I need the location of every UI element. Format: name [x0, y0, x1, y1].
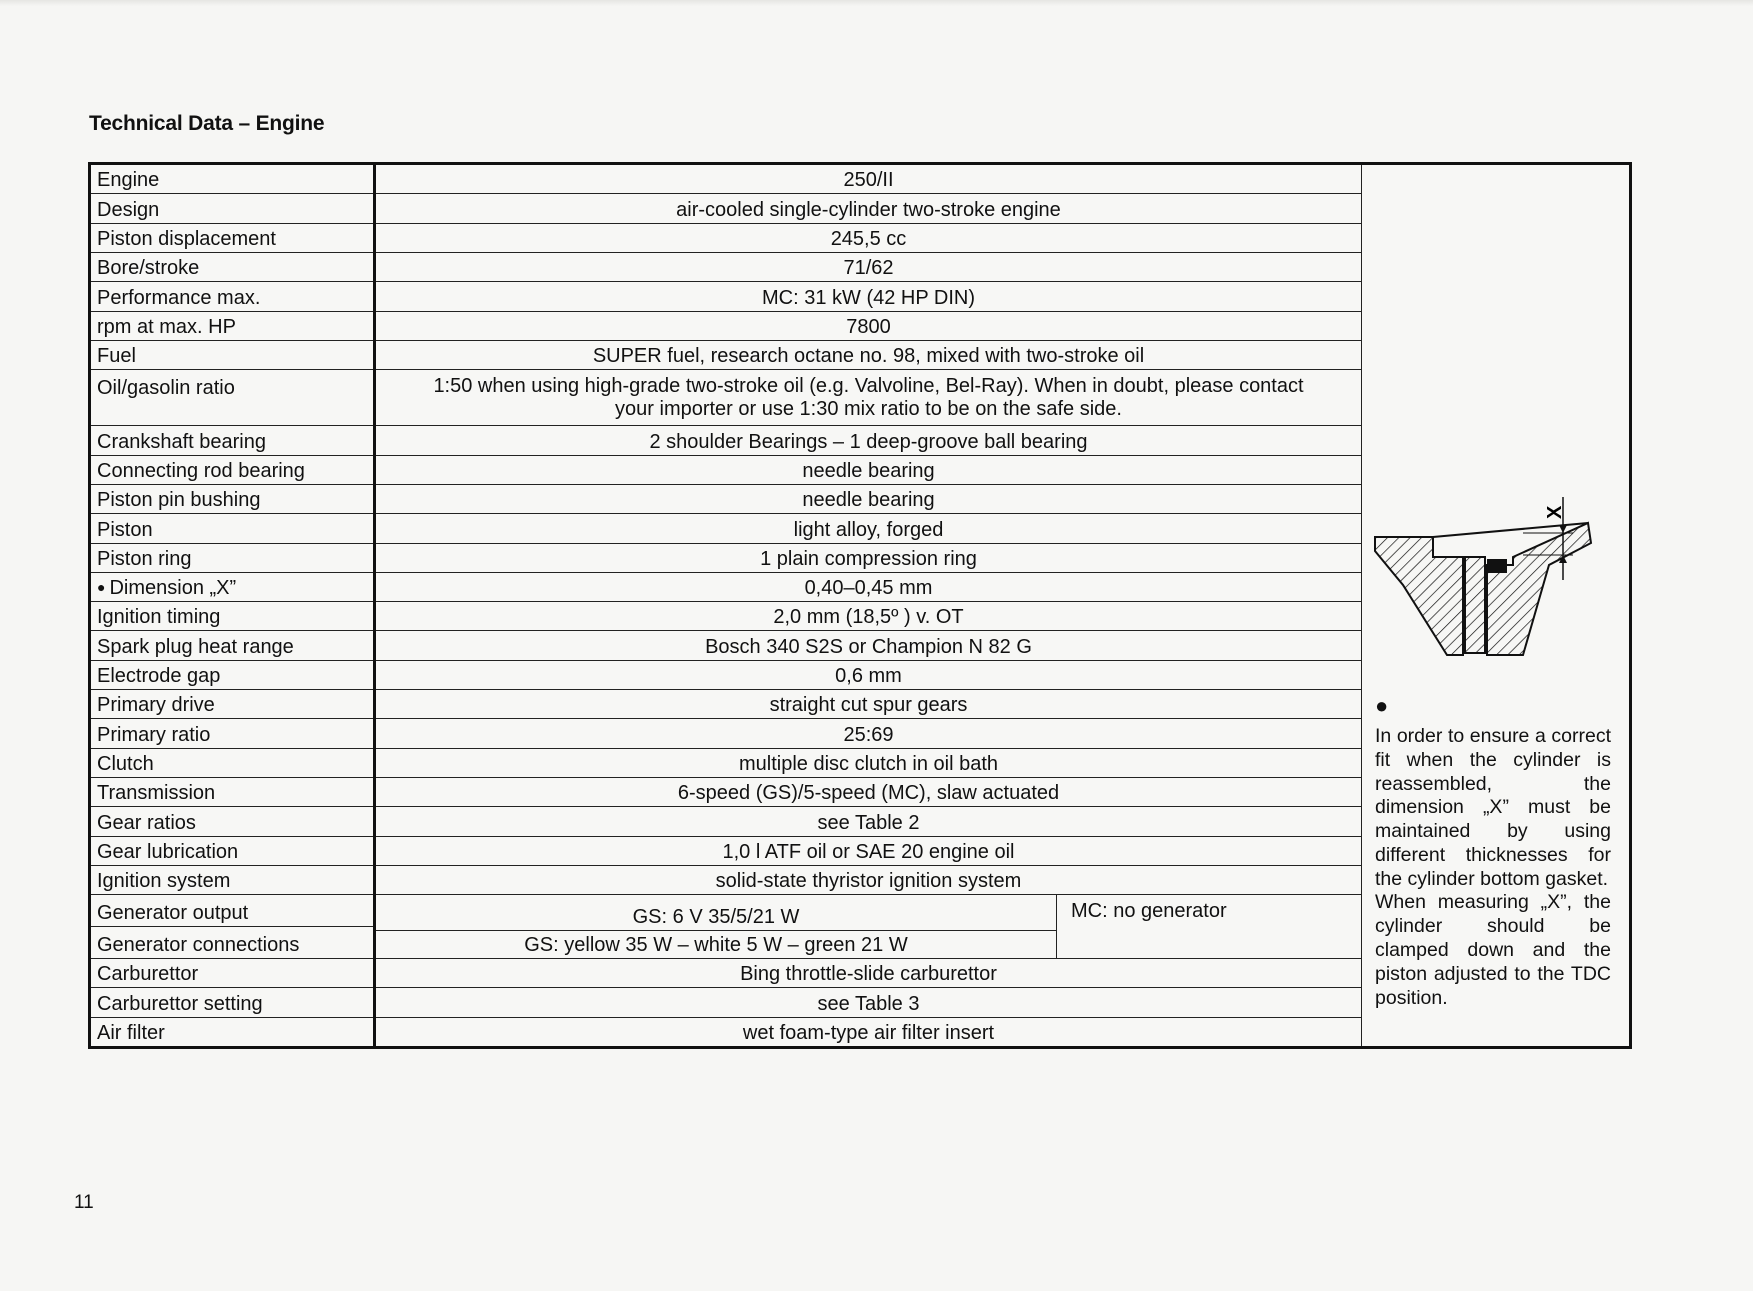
- spec-label: Performance max.: [91, 282, 375, 311]
- spec-value: needle bearing: [375, 484, 1362, 513]
- table-row: [91, 748, 1362, 777]
- table-row: [91, 719, 1362, 748]
- table-row: [91, 631, 1362, 660]
- table-row: [91, 690, 1362, 719]
- spec-value: see Table 3: [375, 988, 1362, 1017]
- generator-output-value: GS: 6 V 35/5/21 W: [376, 907, 1056, 931]
- side-note-paragraph: When measuring „X”, the cylinder should be clamped down and the piston adjusted to the TDC position.: [1375, 891, 1611, 1009]
- table-row: [91, 958, 1362, 987]
- spec-value: 25:69: [375, 719, 1362, 748]
- page-number: 11: [74, 1192, 94, 1213]
- spec-value: solid-state thyristor ignition system: [375, 866, 1362, 895]
- spec-label: Air filter: [91, 1017, 375, 1046]
- table-row: [91, 370, 1362, 426]
- table-row: [91, 455, 1362, 484]
- table-row: [91, 660, 1362, 689]
- spec-value: 6-speed (GS)/5-speed (MC), slaw actuated: [375, 778, 1362, 807]
- spec-label: Gear lubrication: [91, 836, 375, 865]
- spec-value: 0,6 mm: [375, 660, 1362, 689]
- spec-label: Primary drive: [91, 690, 375, 719]
- spec-label: Connecting rod bearing: [91, 455, 375, 484]
- spec-value: 1,0 l ATF oil or SAE 20 engine oil: [375, 836, 1362, 865]
- table-row: [91, 165, 1362, 194]
- spec-value: see Table 2: [375, 807, 1362, 836]
- spec-value: multiple disc clutch in oil bath: [375, 748, 1362, 777]
- cylinder-left-section: [1375, 537, 1463, 655]
- spec-label: Bore/stroke: [91, 252, 375, 281]
- spec-value: light alloy, forged: [375, 514, 1362, 543]
- table-row: [91, 223, 1362, 252]
- table-row: [91, 602, 1362, 631]
- spec-label: Electrode gap: [91, 660, 375, 689]
- spec-label: Piston: [91, 514, 375, 543]
- spec-value: straight cut spur gears: [375, 690, 1362, 719]
- spec-label: Design: [91, 194, 375, 223]
- spec-frame: [88, 162, 1632, 1049]
- dimension-arrow-down: [1559, 525, 1567, 533]
- generator-split-cell: [375, 895, 1362, 959]
- spec-label-text: Dimension „X”: [109, 577, 237, 600]
- spec-value: 2 shoulder Bearings – 1 deep-groove ball bearing: [375, 426, 1362, 455]
- spec-label: Piston displacement: [91, 223, 375, 252]
- spec-label: Transmission: [91, 778, 375, 807]
- cylinder-right-section: [1487, 523, 1591, 655]
- spec-label: Piston pin bushing: [91, 484, 375, 513]
- generator-split: [376, 895, 1361, 958]
- spec-value: 1:50 when using high-grade two-stroke oil (e.g. Valvoline, Bel-Ray). When in doubt, please contact your importer or use 1:30 mix ratio to be on the safe side.: [375, 370, 1362, 426]
- table-row: [91, 426, 1362, 455]
- spec-label: Fuel: [91, 340, 375, 369]
- table-row: [91, 1017, 1362, 1046]
- engine-spec-table: [91, 165, 1362, 1046]
- spec-value: 0,40–0,45 mm: [375, 572, 1362, 601]
- spec-label: Piston ring: [91, 543, 375, 572]
- spec-value: 2,0 mm (18,5º ) v. OT: [375, 602, 1362, 631]
- table-row: [91, 340, 1362, 369]
- spec-value: 250/II: [375, 165, 1362, 194]
- table-row: [91, 252, 1362, 281]
- side-note-paragraph: In order to ensure a correct fit when the cylinder is reassembled, the dimension „X” must be maintained by using different thicknesses for the cylinder bottom gasket.: [1375, 725, 1611, 890]
- spec-value: Bosch 340 S2S or Champion N 82 G: [375, 631, 1362, 660]
- table-row: [91, 836, 1362, 865]
- spec-label: Carburettor: [91, 958, 375, 987]
- spec-label: Ignition timing: [91, 602, 375, 631]
- spec-label: Crankshaft bearing: [91, 426, 375, 455]
- spec-label: Oil/gasolin ratio: [91, 370, 375, 426]
- generator-connections-value: GS: yellow 35 W – white 5 W – green 21 W: [524, 933, 908, 956]
- spec-label: Gear ratios: [91, 807, 375, 836]
- generator-gs-values: [376, 907, 1056, 958]
- spec-value: Bing throttle-slide carburettor: [375, 958, 1362, 987]
- spec-label: Spark plug heat range: [91, 631, 375, 660]
- side-panel: [1363, 165, 1629, 1046]
- spec-value: air-cooled single-cylinder two-stroke engine: [375, 194, 1362, 223]
- spec-value: 1 plain compression ring: [375, 543, 1362, 572]
- table-row: [91, 282, 1362, 311]
- gasket-block: [1487, 559, 1507, 573]
- table-row: [91, 866, 1362, 895]
- page-edge: [0, 0, 1753, 6]
- spec-label: Generator connections: [91, 927, 375, 959]
- generator-mc-note: MC: no generator: [1056, 895, 1361, 958]
- spec-label: Clutch: [91, 748, 375, 777]
- table-row: [91, 807, 1362, 836]
- spec-label: Generator output: [91, 895, 375, 927]
- spec-value: needle bearing: [375, 455, 1362, 484]
- bullet-icon: ●: [97, 579, 106, 596]
- note-bullet-icon: ●: [1375, 693, 1389, 718]
- spec-value: MC: 31 kW (42 HP DIN): [375, 282, 1362, 311]
- table-row: [91, 484, 1362, 513]
- table-row: [91, 895, 1362, 927]
- spec-label: Engine: [91, 165, 375, 194]
- table-row: [91, 543, 1362, 572]
- page-title: Technical Data – Engine: [89, 112, 325, 135]
- table-row: [91, 194, 1362, 223]
- spec-label: Ignition system: [91, 866, 375, 895]
- side-note: [1375, 725, 1611, 1010]
- piston-cylinder-diagram: [1373, 495, 1613, 675]
- table-row: [91, 311, 1362, 340]
- spec-value: 71/62: [375, 252, 1362, 281]
- spec-label: Carburettor setting: [91, 988, 375, 1017]
- table-row: [91, 778, 1362, 807]
- spec-label: [91, 572, 375, 601]
- spec-label: Primary ratio: [91, 719, 375, 748]
- table-row: [91, 988, 1362, 1017]
- table-row: [91, 514, 1362, 543]
- piston-section: [1465, 557, 1485, 653]
- spec-value: wet foam-type air filter insert: [375, 1017, 1362, 1046]
- spec-value: 7800: [375, 311, 1362, 340]
- spec-value: 245,5 cc: [375, 223, 1362, 252]
- dimension-x-label: X: [1544, 505, 1566, 519]
- table-row: [91, 572, 1362, 601]
- spec-label: rpm at max. HP: [91, 311, 375, 340]
- spec-value: SUPER fuel, research octane no. 98, mixed with two-stroke oil: [375, 340, 1362, 369]
